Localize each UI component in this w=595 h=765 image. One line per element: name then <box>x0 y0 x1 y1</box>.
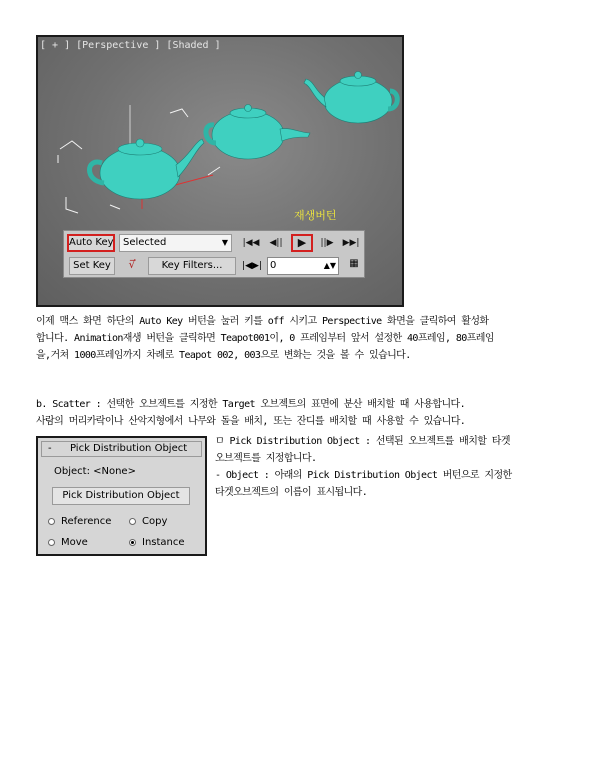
pick-distribution-description <box>215 433 512 501</box>
previous-frame-button[interactable] <box>265 234 287 252</box>
text-line: 이제 맥스 화면 하단의 Auto Key 버턴을 눌러 키를 off 시키고 Perspective 화면을 클릭하여 활성화 <box>36 316 489 327</box>
viewport-label[interactable]: [ + ] [Perspective ] [Shaded ] <box>40 40 221 51</box>
radio-selected-icon <box>129 539 136 546</box>
previous-frame-icon: ◀|| <box>269 238 283 248</box>
text-line: b. Scatter : 선택한 오브젝트를 지정한 Target 오브젝트의 표면에 분산 배치할 때 사용합니다. <box>36 399 465 410</box>
radio-label: Reference <box>61 516 112 527</box>
text-line: 오브젝트를 지정합니다. <box>215 453 317 464</box>
collapse-icon[interactable]: - <box>48 443 52 454</box>
play-button[interactable] <box>291 234 313 252</box>
spinner-arrows-icon[interactable]: ▲▼ <box>323 261 336 270</box>
next-frame-icon: ||▶ <box>320 238 334 248</box>
radio-icon <box>48 539 55 546</box>
go-to-start-icon: |◀◀ <box>242 238 260 248</box>
key-curve-icon[interactable]: √̅ <box>128 258 136 271</box>
text-line: 합니다. Animation재생 버턴을 클릭하면 Teapot001이, 0 프레임부터 앞서 설정한 40프레임, 80프레임 <box>36 333 494 344</box>
key-filters-button[interactable]: Key Filters... <box>148 257 236 275</box>
go-to-start-button[interactable] <box>240 234 262 252</box>
chevron-down-icon: ▼ <box>221 238 228 247</box>
selection-set-value: Selected <box>123 237 167 248</box>
key-mode-toggle-icon[interactable]: |◀▶| <box>242 261 262 271</box>
animation-controls-panel <box>63 230 365 278</box>
teapot-002 <box>206 105 310 160</box>
current-frame-spinner[interactable] <box>267 257 339 275</box>
play-icon: ▶ <box>297 236 307 249</box>
radio-icon <box>129 518 136 525</box>
text-line: 을,거쳐 1000프레임까지 차례로 Teapot 002, 003으로 변화는 것을 볼 수 있습니다. <box>36 350 411 361</box>
text-line: ㅁ Pick Distribution Object : 선택된 오브젝트를 배치할 타겟 <box>215 436 510 447</box>
rollout-header[interactable] <box>41 441 202 457</box>
paragraph-animation-playback <box>36 313 494 364</box>
current-frame-value: 0 <box>270 260 277 271</box>
move-radio[interactable] <box>48 537 88 548</box>
go-to-end-button[interactable] <box>340 234 362 252</box>
text-line: 타겟오브젝트의 이름이 표시됩니다. <box>215 487 368 498</box>
paragraph-scatter <box>36 396 465 430</box>
radio-label: Instance <box>142 537 185 548</box>
radio-label: Copy <box>142 516 168 527</box>
perspective-viewport[interactable] <box>36 35 404 307</box>
radio-icon <box>48 518 55 525</box>
auto-key-button[interactable]: Auto Key <box>67 234 115 252</box>
rollout-title: Pick Distribution Object <box>70 443 188 454</box>
reference-radio[interactable] <box>48 516 111 527</box>
play-button-annotation: 재생버턴 <box>294 209 337 222</box>
object-label: Object: <None> <box>54 466 136 477</box>
pick-distribution-object-button[interactable]: Pick Distribution Object <box>52 487 190 505</box>
instance-radio[interactable] <box>129 537 185 548</box>
teapot-001 <box>90 139 205 199</box>
text-line: 사람의 머리카락이나 산악지형에서 나무와 돌을 배치, 또는 잔디를 배치할 때 사용할 수 있습니다. <box>36 416 466 427</box>
set-key-button[interactable]: Set Key <box>69 257 115 275</box>
copy-radio[interactable] <box>129 516 167 527</box>
selection-set-dropdown[interactable] <box>119 234 232 252</box>
time-configuration-icon[interactable]: ▦ <box>349 258 359 269</box>
next-frame-button[interactable] <box>316 234 338 252</box>
radio-label: Move <box>61 537 88 548</box>
teapot-003 <box>304 72 397 124</box>
text-line: - Object : 아래의 Pick Distribution Object 버턴으로 지정한 <box>215 470 512 481</box>
go-to-end-icon: ▶▶| <box>342 238 360 248</box>
pick-distribution-rollout <box>36 436 207 556</box>
